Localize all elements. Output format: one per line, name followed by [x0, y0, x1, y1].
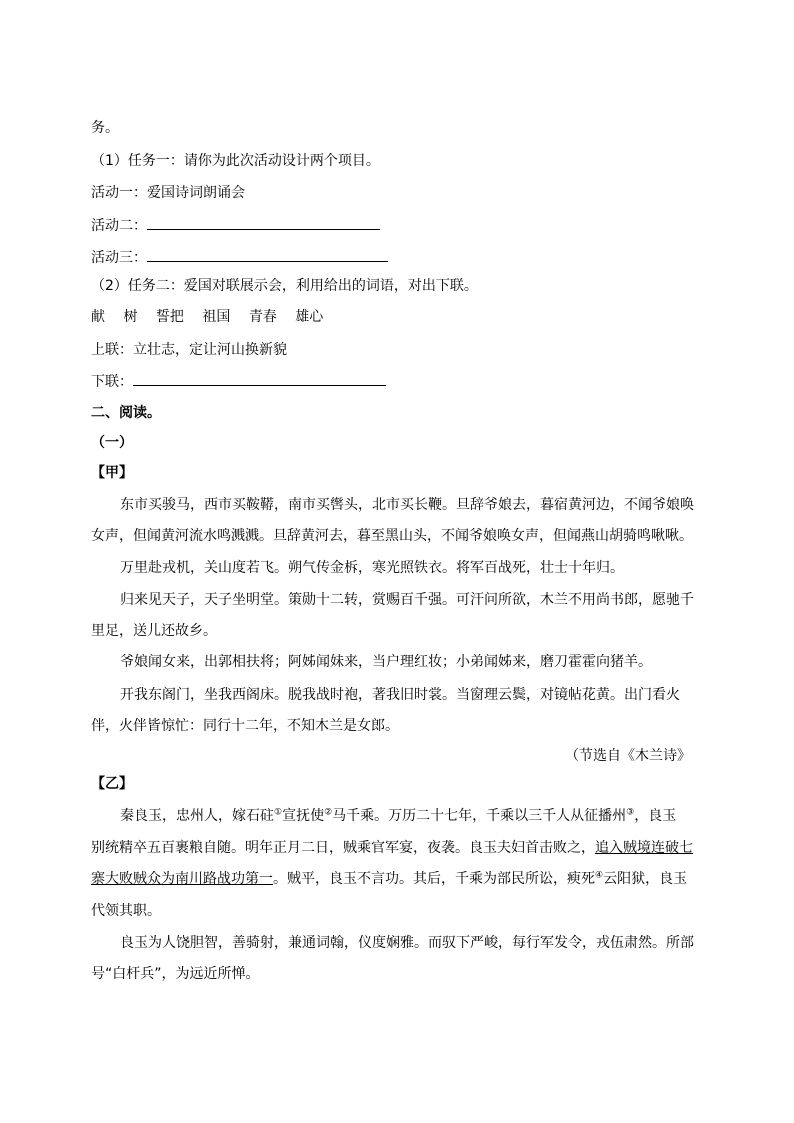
lower-couplet-row: [91, 371, 386, 392]
word: 祖国: [202, 309, 231, 325]
activity-two-row: [91, 215, 380, 236]
jia-paragraph-3b: 里足，送儿还故乡。: [91, 623, 217, 639]
word: 誓把: [155, 309, 184, 325]
footnote-marker: ④: [595, 870, 604, 881]
underlined-sentence: 追入贼境连破七: [595, 840, 693, 856]
passage-yi-label: 【乙】: [91, 776, 133, 792]
activity-one: 活动一：爱国诗词朗诵会: [91, 185, 245, 201]
text-span: 云阳狱，良玉: [603, 871, 688, 887]
jia-paragraph-1b: 女声，但闻黄河流水鸣溅溅。旦辞黄河去，暮至黑山头，不闻爷娘唤女声，但闻燕山胡骑鸣啾啾。: [91, 528, 693, 544]
jia-paragraph-5b: 伴，火伴皆惊忙：同行十二年，不知木兰是女郎。: [91, 718, 399, 734]
yi-paragraph-1d: 代领其职。: [91, 903, 161, 919]
jia-paragraph-5a: 开我东阁门，坐我西阁床。脱我战时袍，著我旧时裳。当窗理云鬓，对镜帖花黄。出门看火: [120, 687, 680, 703]
text-span: 别统精卒五百裹粮自随。明年正月二日，贼乘官军宴，夜袭。良玉夫妇首击败之，: [91, 840, 595, 856]
word: 青春: [248, 309, 277, 325]
text-span: 。贼平，良玉不言功。其后，千乘为部民所讼，瘐死: [273, 871, 595, 887]
yi-paragraph-1c: [91, 869, 687, 889]
word: 雄心: [295, 309, 324, 325]
jia-paragraph-1a: 东市买骏马，西市买鞍鞯，南市买辔头，北市买长鞭。旦辞爷娘去，暮宿黄河边，不闻爷娘唤: [120, 497, 694, 513]
activity-three-blank[interactable]: [147, 247, 388, 262]
yi-paragraph-2b: 号“白杆兵”，为远近所惮。: [91, 966, 260, 982]
text-span: 马千乘。万历二十七年，千乘以三千人从征播州: [332, 808, 627, 824]
lower-couplet-label: 下联：: [91, 374, 133, 390]
upper-couplet: 上联：立壮志，定让河山换新貌: [91, 342, 287, 358]
footnote-marker: ②: [324, 807, 333, 818]
section-heading: 二、阅读。: [91, 405, 161, 421]
underlined-sentence: 寨大败贼众为南川路战功第一: [91, 871, 273, 887]
word: 献: [91, 309, 105, 325]
subsection-one: （一）: [91, 435, 133, 451]
task-one: （1）任务一：请你为此次活动设计两个项目。: [91, 153, 380, 169]
yi-paragraph-1b: [91, 838, 693, 858]
yi-paragraph-1a: [120, 806, 676, 826]
yi-paragraph-2a: 良玉为人饶胆智，善骑射，兼通词翰，仪度娴雅。而驭下严峻，每行军发令，戎伍肃然。所部: [120, 935, 694, 951]
task-two: （2）任务二：爱国对联展示会，利用给出的词语，对出下联。: [91, 278, 478, 294]
footnote-marker: ①: [274, 807, 283, 818]
passage-jia-label: 【甲】: [91, 465, 133, 481]
continued-text: 务。: [91, 120, 119, 136]
activity-two-blank[interactable]: [147, 215, 380, 230]
lower-couplet-blank[interactable]: [133, 371, 386, 386]
activity-three-label: 活动三：: [91, 250, 147, 266]
text-span: ，良玉: [634, 808, 677, 824]
jia-paragraph-4: 爷娘闻女来，出郭相扶将；阿姊闻妹来，当户理红妆；小弟闻姊来，磨刀霍霍向猪羊。: [120, 654, 652, 670]
text-span: 宣抚使: [282, 808, 325, 824]
source-citation: （节选自《木兰诗》: [565, 748, 691, 764]
jia-paragraph-2: 万里赴戎机，关山度若飞。朔气传金柝，寒光照铁衣。将军百战死，壮士十年归。: [120, 560, 624, 576]
footnote-marker: ③: [626, 807, 635, 818]
word: 树: [123, 309, 138, 325]
jia-paragraph-3a: 归来见天子，天子坐明堂。策勋十二转，赏赐百千强。可汗问所欲，木兰不用尚书郎，愿驰千: [120, 592, 694, 608]
activity-two-label: 活动二：: [91, 218, 147, 234]
text-span: 秦良玉，忠州人，嫁石砫: [120, 808, 274, 824]
activity-three-row: [91, 247, 388, 268]
word-bank: [91, 307, 337, 327]
